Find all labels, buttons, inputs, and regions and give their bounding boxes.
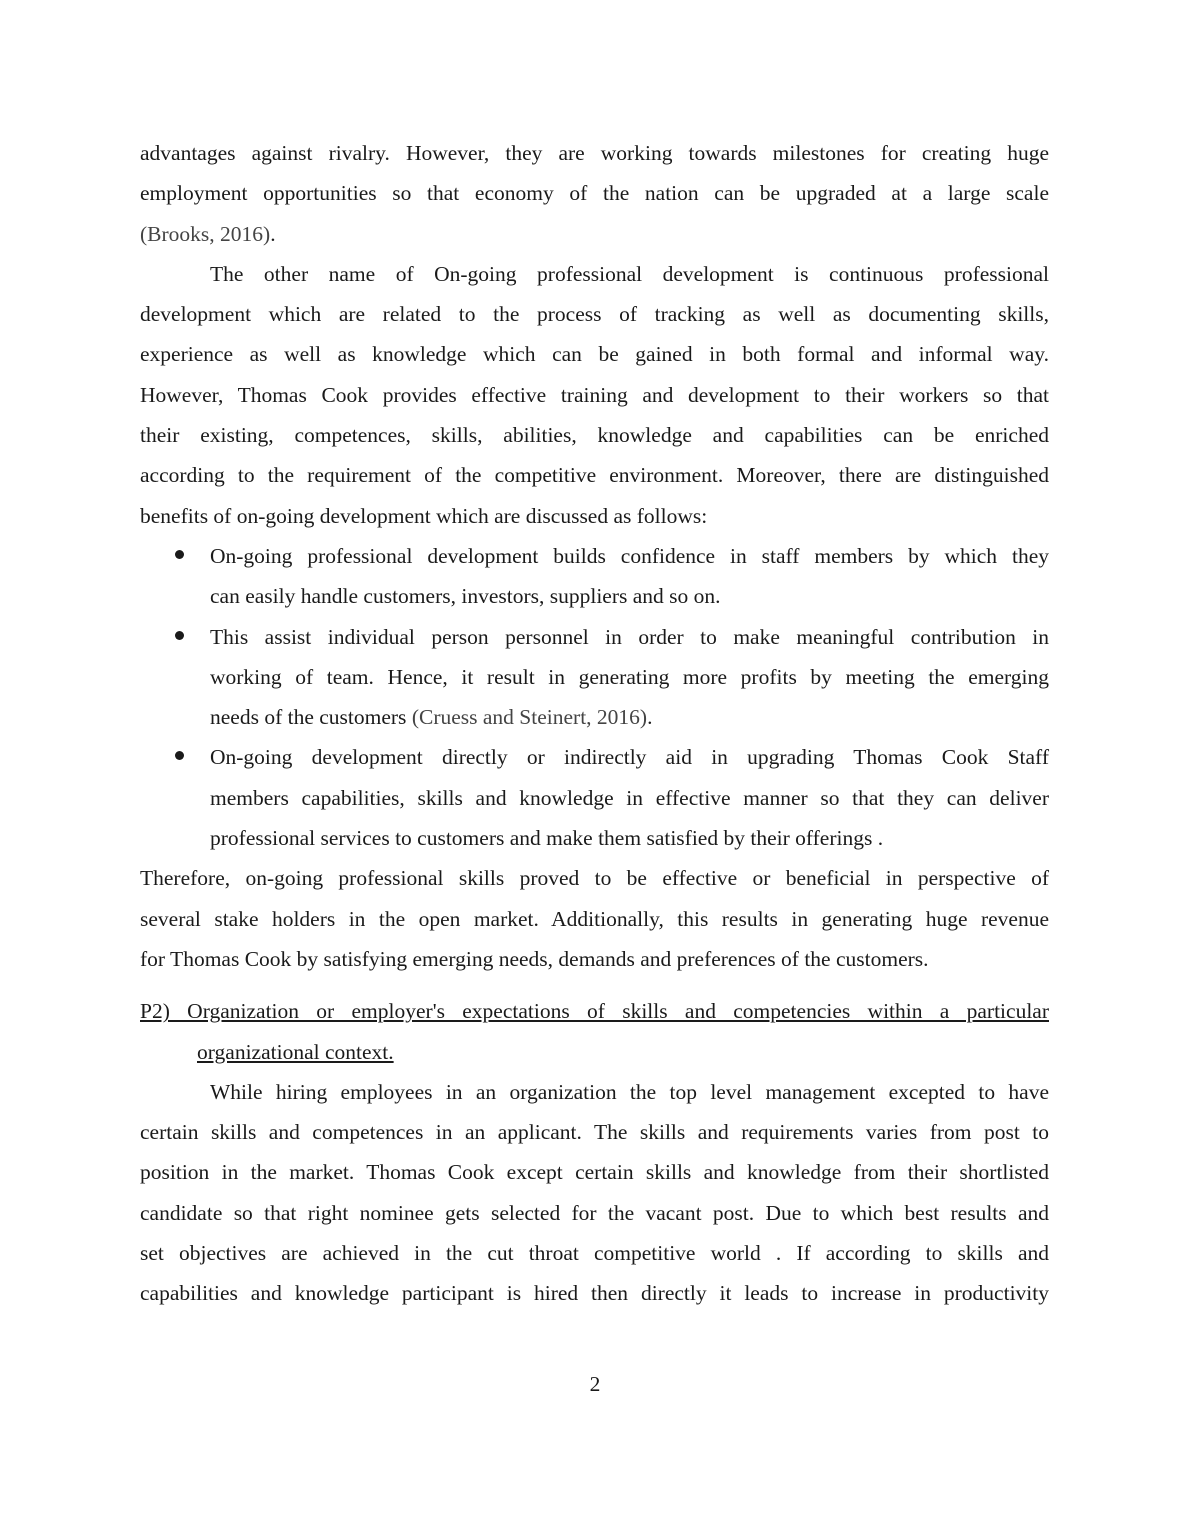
text-line: for Thomas Cook by satisfying emerging needs, demands and preferences of the customers. [140,946,929,971]
text-line: set objectives are achieved in the cut throat competitive world . If according to skills and [140,1241,1049,1266]
text-line: professional services to customers and make them satisfied by their offerings . [210,826,884,851]
bullet-icon [175,751,184,760]
text-line: The other name of On-going professional development is continuous professional [210,261,1049,286]
benefits-bullet-list [140,536,1049,858]
text-fragment: . [647,705,653,730]
text-line: members capabilities, skills and knowledge in effective manner so that they can deliver [210,785,1049,810]
text-line: On-going development directly or indirectly aid in upgrading Thomas Cook Staff [210,745,1049,770]
text-line: advantages against rivalry. However, they are working towards milestones for creating huge [140,141,1049,165]
text-line: While hiring employees in an organization the top level management excepted to have [210,1079,1049,1104]
heading-line: organizational context. [197,1039,394,1064]
paragraph-ongoing-development [140,254,1049,536]
citation: (Brooks, 2016) [140,221,271,246]
heading-line: P2) Organization or employer's expectations of skills and competencies within a particular [140,999,1049,1024]
page-number: 2 [589,1372,601,1396]
citation: (Cruess and Steinert, 2016) [411,705,648,730]
bullet-icon [175,631,184,640]
text-line: according to the requirement of the competitive environment. Moreover, there are distinguished [140,463,1049,488]
text-line: experience as well as knowledge which can be gained in both formal and informal way. [140,342,1049,367]
text-line [210,697,1049,737]
bullet-icon [175,550,184,559]
text-line: On-going professional development builds confidence in staff members by which they [210,543,1049,568]
text-line: working of team. Hence, it result in generating more profits by meeting the emerging [210,664,1049,689]
document-page [140,133,1049,1314]
text-line: This assist individual person personnel in order to make meaningful contribution in [210,624,1049,649]
paragraph-therefore [140,858,1049,979]
list-item [140,617,1049,738]
text-line: development which are related to the process of tracking as well as documenting skills, [140,302,1049,327]
text-line: candidate so that right nominee gets selected for the vacant post. Due to which best results and [140,1200,1049,1225]
text-fragment: . [270,221,276,246]
list-item [140,536,1049,617]
text-line [140,214,1049,254]
text-line: their existing, competences, skills, abilities, knowledge and capabilities can be enriched [140,423,1049,448]
text-line: several stake holders in the open market. Additionally, this results in generating huge revenue [140,906,1049,931]
text-line: capabilities and knowledge participant is hired then directly it leads to increase in productivity [140,1281,1049,1306]
section-heading-p2 [140,991,1049,1072]
text-line: Therefore, on-going professional skills proved to be effective or beneficial in perspective of [140,866,1049,891]
paragraph-continuation [140,133,1049,254]
text-line: benefits of on-going development which are discussed as follows: [140,503,708,528]
list-item [140,737,1049,858]
text-line: employment opportunities so that economy of the nation can be upgraded at a large scale [140,181,1049,206]
text-line: However, Thomas Cook provides effective training and development to their workers so that [140,382,1049,407]
text-line: certain skills and competences in an applicant. The skills and requirements varies from post to [140,1120,1049,1145]
paragraph-hiring [140,1072,1049,1314]
text-line: position in the market. Thomas Cook except certain skills and knowledge from their shortlisted [140,1160,1049,1185]
text-fragment: needs of the customers [210,705,412,730]
text-line: can easily handle customers, investors, suppliers and so on. [210,584,721,609]
